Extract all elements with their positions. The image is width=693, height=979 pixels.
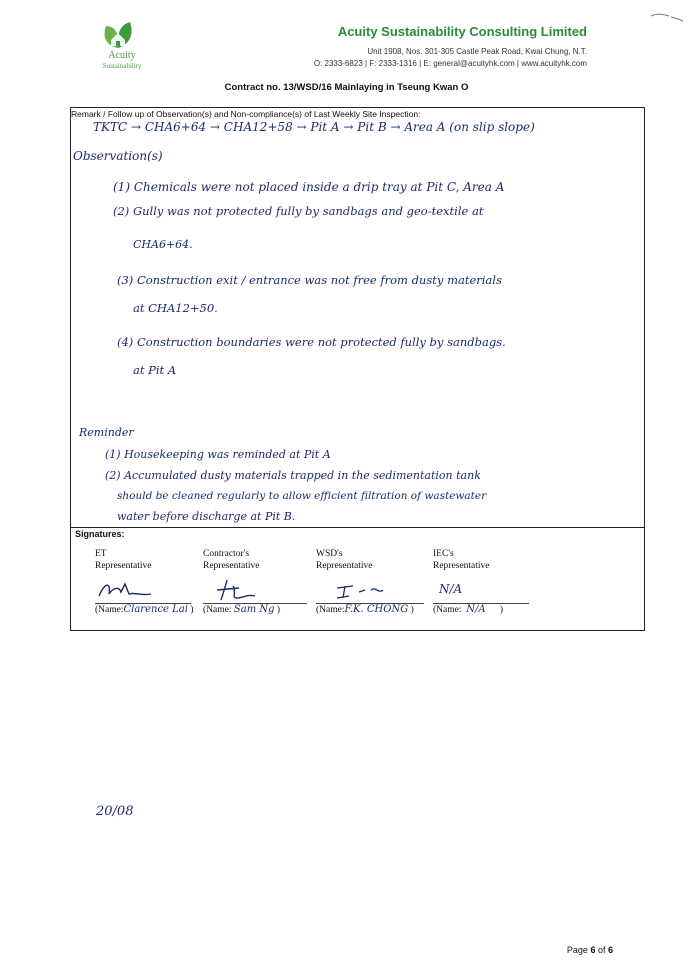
et-role: ET Representative bbox=[95, 549, 152, 571]
reminder-2: (2) Accumulated dusty materials trapped in the sedimentation tank bbox=[105, 469, 481, 482]
contact-line: O: 2333-6823 | F: 2333-1316 | E: general@acuityhk.com | www.acuityhk.com bbox=[313, 59, 587, 68]
inspection-form bbox=[70, 107, 645, 631]
reminder-2-cont-2: water before discharge at Pit B. bbox=[117, 510, 296, 523]
corner-scribble bbox=[649, 8, 685, 24]
handwritten-date: 20/08 bbox=[96, 804, 134, 819]
observation-1: (1) Chemicals were not placed inside a drip tray at Pit C, Area A bbox=[113, 180, 505, 194]
company-name: Acuity Sustainability Consulting Limited bbox=[337, 24, 587, 39]
reminder-heading: Reminder bbox=[79, 426, 134, 439]
route-line: TKTC → CHA6+64 → CHA12+58 → Pit A → Pit B → Area A (on slip slope) bbox=[93, 120, 535, 134]
logo-line-1: Acuity bbox=[108, 50, 136, 61]
iec-signature: N/A bbox=[439, 582, 463, 596]
iec-name: (Name: N/A ) bbox=[433, 604, 504, 615]
et-signature bbox=[95, 578, 155, 602]
observation-2-cont: CHA6+64. bbox=[133, 238, 193, 251]
company-logo bbox=[92, 18, 152, 74]
wsd-signature bbox=[333, 578, 393, 602]
contractor-role: Contractor's Representative bbox=[203, 549, 260, 571]
leaf-house-icon bbox=[100, 18, 136, 50]
page-number: Page 6 of 6 bbox=[566, 945, 613, 955]
signatures-divider bbox=[71, 527, 644, 528]
contract-title: Contract no. 13/WSD/16 Mainlaying in Tseung Kwan O bbox=[224, 82, 469, 93]
iec-role: IEC's Representative bbox=[433, 549, 490, 571]
reminder-1: (1) Housekeeping was reminded at Pit A bbox=[105, 448, 331, 461]
remark-label: Remark / Follow up of Observation(s) and Non-compliance(s) of Last Weekly Site Inspection: bbox=[71, 109, 421, 119]
reminder-2-cont: should be cleaned regularly to allow efficient filtration of wastewater bbox=[117, 490, 487, 502]
observation-4: (4) Construction boundaries were not protected fully by sandbags. bbox=[117, 335, 506, 349]
signatures-title: Signatures: bbox=[75, 529, 125, 539]
observation-2: (2) Gully was not protected fully by sandbags and geo-textile at bbox=[113, 204, 484, 218]
observation-3-cont: at CHA12+50. bbox=[133, 301, 218, 315]
observation-4-cont: at Pit A bbox=[133, 363, 177, 377]
observation-3: (3) Construction exit / entrance was not free from dusty materials bbox=[117, 273, 502, 287]
observations-heading: Observation(s) bbox=[73, 149, 163, 163]
contractor-signature bbox=[211, 578, 271, 602]
address-line: Unit 1908, Nos. 301-305 Castle Peak Road, Kwai Chung, N.T. bbox=[367, 47, 587, 56]
et-name: (Name:Clarence Lai ) bbox=[95, 604, 194, 615]
company-address bbox=[314, 46, 587, 70]
contractor-name: (Name: Sam Ng ) bbox=[203, 604, 281, 615]
wsd-name: (Name:F.K. CHONG ) bbox=[316, 604, 414, 615]
logo-line-2: Sustainability bbox=[102, 62, 142, 70]
wsd-role: WSD's Representative bbox=[316, 549, 373, 571]
